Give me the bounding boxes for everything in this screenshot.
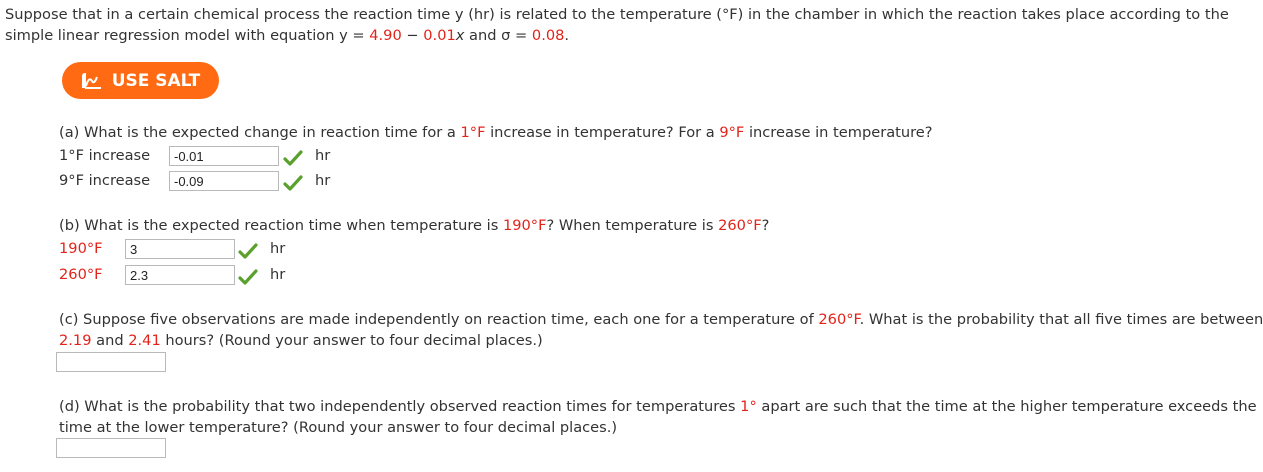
part-d-question-line-2: time at the lower temperature? (Round your answer to four decimal places.) [59,419,618,436]
part-b-question: (b) What is the expected reaction time when temperature is 190°F? When temperature is 260°F? [59,217,770,234]
part-b-unit-2: hr [270,266,286,283]
use-salt-button[interactable] [62,62,219,99]
correct-check-icon [239,243,257,259]
part-c-answer-input[interactable] [56,352,166,372]
intro-line-1: Suppose that in a certain chemical process the reaction time y (hr) is related to the temperature (°F) in the chamber in which the reaction takes place according to the [5,6,1229,23]
part-a-question: (a) What is the expected change in reaction time for a 1°F increase in temperature? For a 9°F increase in temperature? [59,124,933,141]
part-c-question-line-2: 2.19 and 2.41 hours? (Round your answer to four decimal places.) [59,332,543,349]
equation-intercept: 4.90 [369,27,402,44]
part-c-question-line-1: (c) Suppose five observations are made independently on reaction time, each one for a temperature of 260°F. What is the probability that all five times are between [59,311,1263,328]
salt-calculator-icon [81,72,103,90]
part-a-label-1: 1°F increase [59,147,151,164]
use-salt-label: USE SALT [111,70,201,91]
correct-check-icon [284,175,302,191]
part-b-answer-2-input[interactable]: 2.3 [125,265,235,285]
part-a-answer-2-input[interactable]: -0.09 [169,171,279,191]
part-d-answer-input[interactable] [56,438,166,458]
correct-check-icon [284,150,302,166]
part-a-answer-1-input[interactable]: -0.01 [169,146,279,166]
equation-slope: 0.01 [423,27,456,44]
sigma-value: 0.08 [531,27,565,44]
part-a-unit-2: hr [315,172,331,189]
part-b-label-2: 260°F [59,266,103,283]
part-d-question-line-1: (d) What is the probability that two independently observed reaction times for temperatures 1° apart are such that the time at the higher temperature exceeds the [59,398,1257,415]
part-a-label-2: 9°F increase [59,172,151,189]
part-b-answer-1-input[interactable]: 3 [125,239,235,259]
part-b-label-1: 190°F [59,240,103,257]
correct-check-icon [239,269,257,285]
part-b-unit-1: hr [270,240,286,257]
intro-line-2: simple linear regression model with equation y = 4.90 − 0.01x and σ = 0.08. [5,27,570,44]
part-a-unit-1: hr [315,147,331,164]
